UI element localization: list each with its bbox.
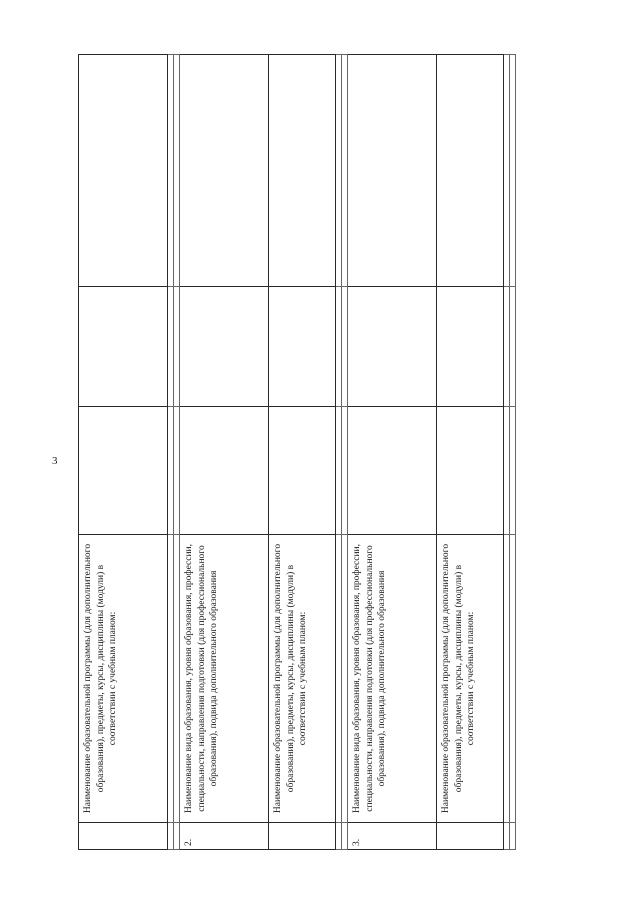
row-label-text: Наименование образовательной программы (для дополнительного образования), предметы, курсы, дисциплины (модули) в соответствии с учебным планом:: [273, 543, 309, 814]
row-label: [348, 535, 437, 823]
table-row: [437, 55, 504, 850]
table-row: [509, 55, 515, 850]
empty-cell: [348, 287, 437, 407]
rotated-table-wrapper: [78, 55, 516, 850]
row-number: 2.: [180, 823, 269, 850]
table-row: [79, 55, 168, 850]
row-number-empty: [269, 823, 336, 850]
empty-cell: [269, 287, 336, 407]
row-label-text: Наименование образовательной программы (для дополнительного образования), предметы, курсы, дисциплины (модули) в соответствии с учебным планом:: [441, 543, 477, 814]
empty-cell: [180, 287, 269, 407]
empty-cell: [509, 823, 515, 850]
row-label: [437, 535, 504, 823]
empty-cell: [437, 55, 504, 287]
empty-cell: [79, 55, 168, 287]
page-number: 3: [52, 455, 58, 467]
row-label-text: Наименование вида образования, уровня образования, профессии, специальности, направления подготовки (для профессионального образования), подвида дополнительного образования: [352, 544, 388, 814]
empty-cell: [509, 535, 515, 823]
row-label: [269, 535, 336, 823]
empty-cell: [509, 55, 515, 287]
empty-cell: [79, 407, 168, 535]
table-row: [269, 55, 336, 850]
row-label-text: Наименование вида образования, уровня образования, профессии, специальности, направления подготовки (для профессионального образования), подвида дополнительного образования: [184, 544, 220, 814]
row-number-empty: [437, 823, 504, 850]
row-label-text: Наименование образовательной программы (для дополнительного образования), предметы, курсы, дисциплины (модули) в соответствии с учебным планом:: [83, 543, 119, 814]
form-table: [78, 54, 516, 850]
empty-cell: [437, 407, 504, 535]
table-row: [348, 55, 437, 850]
table-row: [180, 55, 269, 850]
empty-cell: [509, 407, 515, 535]
empty-cell: [348, 55, 437, 287]
empty-cell: [269, 407, 336, 535]
empty-cell: [437, 287, 504, 407]
empty-cell: [509, 287, 515, 407]
row-label: [79, 535, 168, 823]
empty-cell: [348, 407, 437, 535]
empty-cell: [79, 287, 168, 407]
empty-cell: [180, 55, 269, 287]
row-label: [180, 535, 269, 823]
row-number: [79, 823, 168, 850]
empty-cell: [180, 407, 269, 535]
row-number: 3.: [348, 823, 437, 850]
empty-cell: [269, 55, 336, 287]
